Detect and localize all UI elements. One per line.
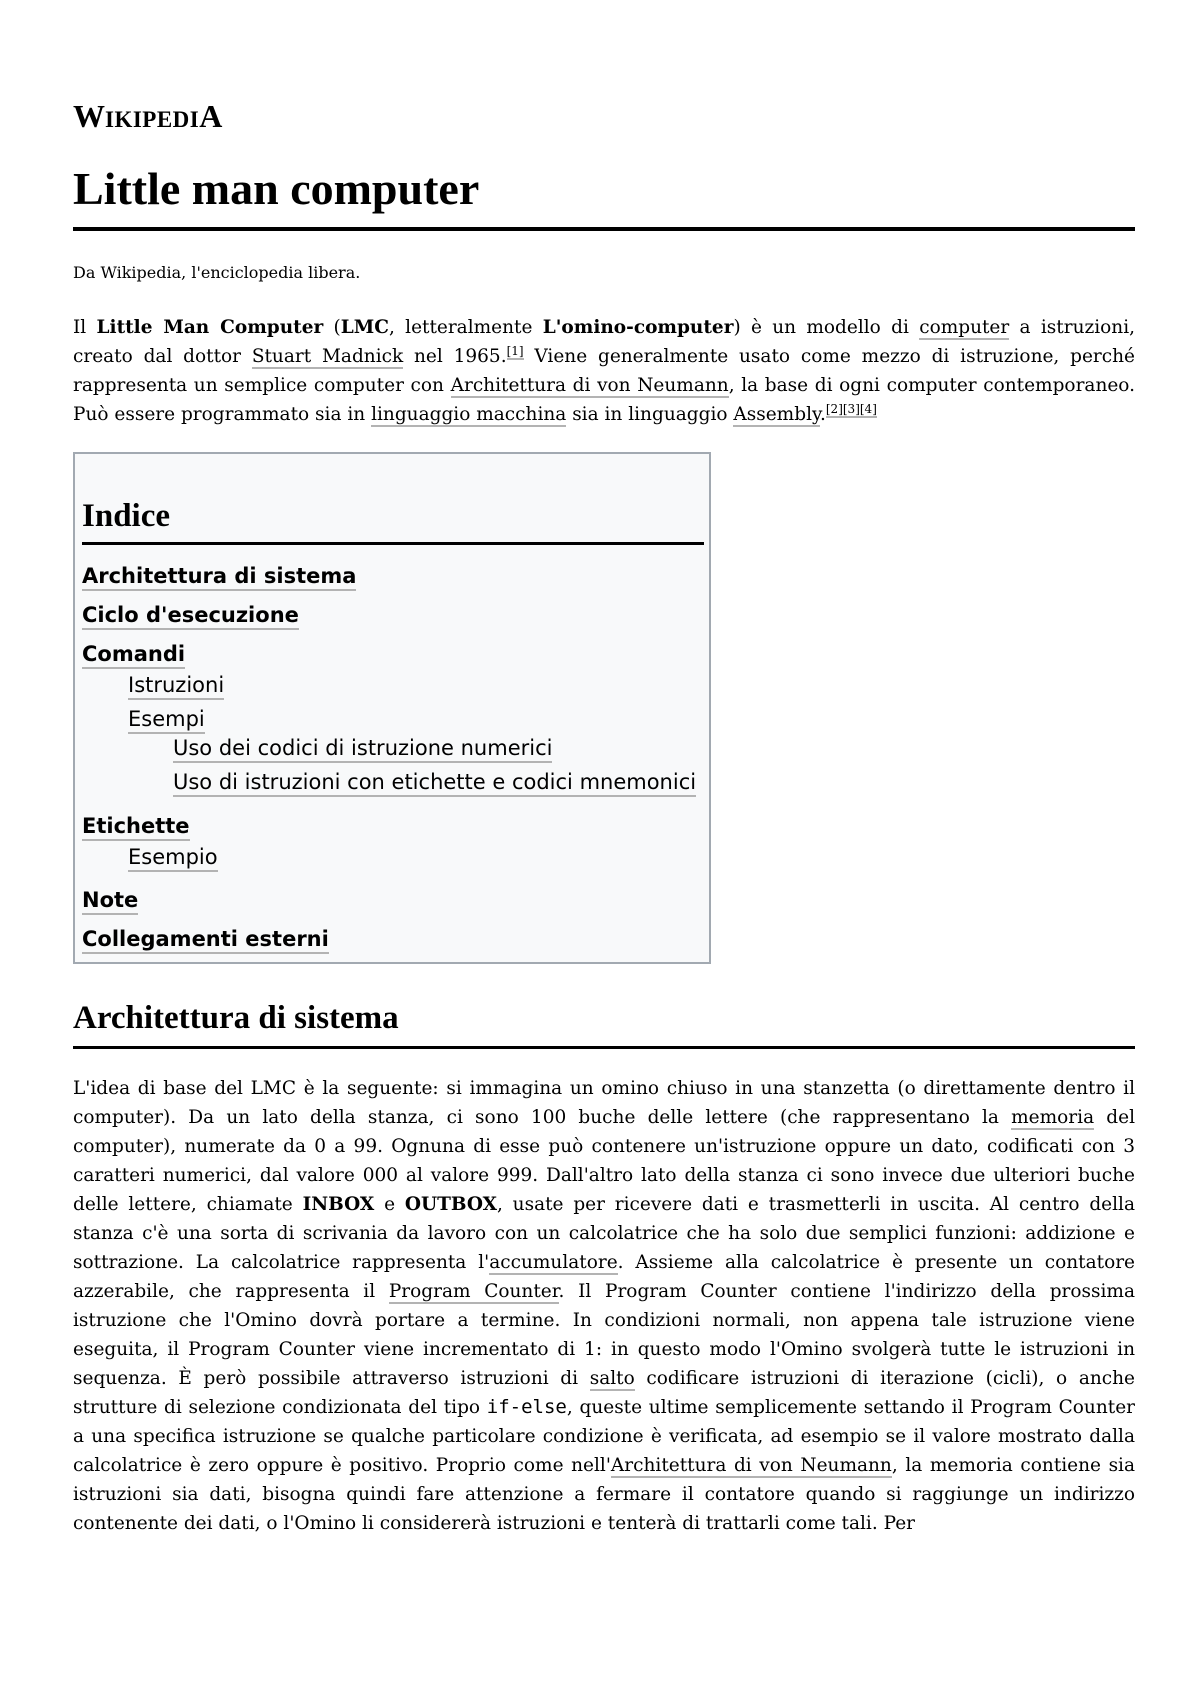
- wikipedia-logo[interactable]: [73, 100, 222, 132]
- link-salto[interactable]: salto: [589, 1368, 635, 1389]
- reference-2[interactable]: [2]: [825, 401, 843, 416]
- section-heading-architettura-di-sistema: Architettura di sistema: [73, 1000, 399, 1036]
- toc-item-esempio[interactable]: Esempio: [128, 845, 218, 872]
- toc-item-note[interactable]: Note: [82, 888, 138, 915]
- toc-item-istruzioni[interactable]: Istruzioni: [128, 673, 224, 700]
- section-paragraph-architettura: L'idea di base del LMC è la seguente: si immagina un omino chiuso in una stanzetta (o direttamente dentro il computer). Da un lato della stanza, ci sono 100 buche delle lettere (che rappresentano la memoria del computer), numerate da 0 a 99. Ognuna di esse può contenere un'istruzione oppure un dato, codificati con 3 caratteri numerici, dal valore 000 al valore 999. Dall'altro lato della stanza ci sono invece due ulteriori buche delle lettere, chiamate INBOX e OUTBOX, usate per ricevere dati e trasmetterli in uscita. Al centro della stanza c'è una sorta di scrivania da lavoro con un calcolatrice che ha solo due semplici funzioni: addizione e sottrazione. La calcolatrice rappresenta l'accumulatore. Assieme alla calcolatrice è presente un contatore azzerabile, che rappresenta il Program Counter. Il Program Counter contiene l'indirizzo della prossima istruzione che l'Omino dovrà portare a termine. In condizioni normali, non appena tale istruzione viene eseguita, il Program Counter viene incrementato di 1: in questo modo l'Omino svolgerà tutte le istruzioni in sequenza. È però possibile attraverso istruzioni di salto codificare istruzioni di iterazione (cicli), o anche strutture di selezione condizionata del tipo if-else, queste ultime semplicemente settando il Program Counter a una specifica istruzione se qualche particolare condizione è verificata, ad esempio se il valore mostrato dalla calcolatrice è zero oppure è positivo. Proprio come nell'Architettura di von Neumann, la memoria contiene sia istruzioni sia dati, bisogna quindi fare attenzione a fermare il contatore quando si raggiunge un indirizzo contenente dei dati, o l'Omino li considererà istruzioni e tenterà di trattarli come tali. Per: [73, 1078, 1136, 1534]
- toc-item-comandi[interactable]: Comandi: [82, 642, 185, 669]
- code-if-else: if-else: [486, 1396, 567, 1418]
- toc-item-etichette[interactable]: Etichette: [82, 814, 190, 841]
- wordmark-middle: IKIPEDI: [105, 107, 200, 132]
- link-stuart-madnick[interactable]: Stuart Madnick: [251, 346, 404, 367]
- toc-item-ciclo-d-esecuzione[interactable]: Ciclo d'esecuzione: [82, 603, 299, 630]
- link-assembly[interactable]: Assembly: [733, 404, 820, 425]
- link-computer[interactable]: computer: [919, 317, 1010, 338]
- term-inbox: INBOX: [302, 1194, 375, 1215]
- term-omino-computer: L'omino-computer: [542, 317, 734, 338]
- table-of-contents: [73, 452, 711, 964]
- toc-divider: [82, 542, 704, 545]
- wordmark-w: W: [73, 98, 105, 134]
- term-outbox: OUTBOX: [404, 1194, 497, 1215]
- reference-3[interactable]: [3]: [842, 401, 860, 416]
- toc-item-collegamenti-esterni[interactable]: Collegamenti esterni: [82, 927, 329, 954]
- page-title: Little man computer: [73, 163, 480, 214]
- reference-4[interactable]: [4]: [859, 401, 877, 416]
- section-divider: [73, 1046, 1135, 1049]
- link-architettura-von-neumann[interactable]: Architettura di von Neumann: [450, 375, 729, 396]
- toc-title: Indice: [82, 498, 171, 534]
- link-accumulatore[interactable]: accumulatore: [489, 1252, 618, 1273]
- toc-item-architettura-di-sistema[interactable]: Architettura di sistema: [82, 564, 356, 591]
- intro-paragraph: Il Little Man Computer (LMC, letteralmente L'omino-computer) è un modello di computer a istruzioni, creato dal dottor Stuart Madnick nel 1965.[1] Viene generalmente usato come mezzo di istruzione, perché rappresenta un semplice computer con Architettura di von Neumann, la base di ogni computer contemporaneo. Può essere programmato sia in linguaggio macchina sia in linguaggio Assembly.[2][3][4]: [73, 317, 1136, 425]
- toc-item-uso-codici-numerici[interactable]: Uso dei codici di istruzione numerici: [173, 736, 552, 763]
- link-architettura-von-neumann-2[interactable]: Architettura di von Neumann: [610, 1455, 892, 1476]
- wordmark-a: A: [199, 98, 223, 134]
- term-little-man-computer: Little Man Computer: [96, 317, 324, 338]
- link-memoria[interactable]: memoria: [1011, 1107, 1095, 1128]
- toc-item-uso-etichette-mnemonici[interactable]: Uso di istruzioni con etichette e codici mnemonici: [173, 770, 696, 797]
- reference-1[interactable]: [1]: [506, 343, 524, 358]
- link-program-counter[interactable]: Program Counter: [388, 1281, 559, 1302]
- title-divider: [73, 227, 1135, 231]
- link-linguaggio-macchina[interactable]: linguaggio macchina: [371, 404, 567, 425]
- term-lmc: LMC: [340, 317, 389, 338]
- toc-item-esempi[interactable]: Esempi: [128, 707, 205, 734]
- page-subtitle: Da Wikipedia, l'enciclopedia libera.: [73, 263, 361, 282]
